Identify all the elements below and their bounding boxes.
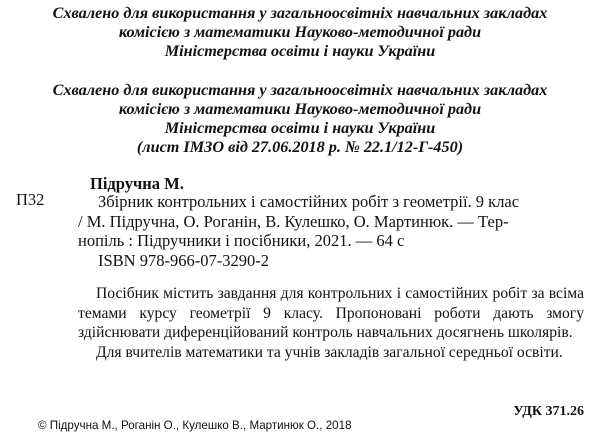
approval-line: Міністерства освіти і науки України	[164, 119, 436, 137]
approval-line: Міністерства освіти і науки України	[164, 42, 436, 60]
approval-line: Схвалено для використання у загальноосвітніх навчальних закладах	[52, 4, 548, 22]
approval-line: Схвалено для використання у загальноосвітніх навчальних закладах	[52, 81, 548, 99]
approval-line: комісією з математики Науково-методичної ради	[118, 100, 482, 118]
isbn: ISBN 978-966-07-3290-2	[98, 250, 269, 270]
udc-code: УДК 371.26	[513, 404, 584, 419]
approval-line: комісією з математики Науково-методичної ради	[118, 23, 482, 41]
approval-notice-secondary	[0, 81, 600, 157]
catalog-author: Підручна М.	[90, 174, 184, 193]
biblio-line: / М. Підручна, О. Роганін, В. Кулешко, О. Мартинюк. — Тер-	[78, 211, 509, 231]
approval-letter-reference: (лист ІМЗО від 27.06.2018 р. № 22.1/12-Г-450)	[136, 138, 464, 156]
biblio-line: Збірник контрольних і самостійних робіт з геометрії. 9 клас	[98, 192, 520, 211]
biblio-line: нопіль : Підручники і посібники, 2021. — 64 с	[78, 231, 405, 250]
library-call-number: П32	[16, 190, 45, 209]
approval-notice-primary	[0, 4, 600, 61]
annotation	[78, 284, 584, 362]
annotation-paragraph: Посібник містить завдання для контрольних і самостійних робіт за всіма темами курсу геометрії 9 класу. Пропоновані роботи дають змогу здійснювати диференційований контроль навчальних досягнень школярів.	[78, 285, 584, 342]
bibliographic-description	[78, 192, 584, 270]
copyright-notice: © Підручна М., Роганін О., Кулешко В., Мартинюк О., 2018	[38, 419, 352, 432]
annotation-paragraph: Для вчителів математики та учнів закладів загальної середньої освіти.	[96, 343, 563, 361]
